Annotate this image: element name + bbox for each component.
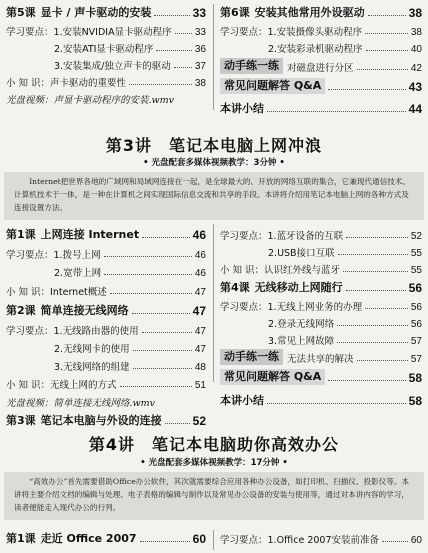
lesson-title: 走近 Office 2007 — [40, 532, 137, 545]
lesson-title: 安装其他常用外设驱动 — [254, 6, 365, 19]
toc-lesson-4[interactable] — [220, 279, 422, 295]
dot-leader — [357, 68, 408, 70]
page-number: 56 — [410, 302, 422, 313]
dot-leader — [382, 540, 408, 542]
page-number: 44 — [408, 102, 422, 116]
dot-leader — [142, 331, 192, 333]
page-number: 37 — [194, 61, 206, 72]
top-left-column — [6, 4, 206, 106]
lesson-title: 无线移动上网随行 — [254, 281, 343, 294]
page-number: 57 — [410, 336, 422, 347]
dot-leader — [346, 289, 406, 291]
section-3-intro: Internet把世界各地的广域网和局域网连接在一起，是全球最大的、开放的网络互联的集合，它兼现代通信技术、计算机技术于一体，是一种在计算机之间实现国际信息交流和共享的手段。本讲将介绍用笔记本电脑上网的各种方式及连接设置方法。 — [4, 172, 424, 220]
summary-label: 本讲小结 — [220, 102, 264, 115]
video-line — [6, 393, 206, 409]
practice-text: 对磁盘进行分区 — [287, 63, 354, 74]
page-number: 58 — [408, 394, 422, 408]
page-number: 47 — [194, 326, 206, 337]
dot-leader — [338, 253, 408, 255]
toc-lesson-1[interactable] — [6, 226, 206, 242]
lesson-label: 第3课 — [6, 414, 36, 427]
page-number: 60 — [192, 532, 206, 546]
dot-leader — [267, 110, 406, 112]
page-number: 40 — [410, 44, 422, 55]
toc-summary[interactable] — [220, 100, 422, 116]
video-line — [6, 90, 206, 106]
lesson-label: 第1课 — [6, 228, 36, 241]
toc-faq[interactable] — [220, 369, 422, 385]
dot-leader — [328, 379, 405, 381]
page-number: 52 — [410, 231, 422, 242]
page-number: 48 — [194, 362, 206, 373]
item-text: 2.宽带上网 — [54, 268, 102, 279]
section-3-subtitle: • 光盘配套多媒体视频教学：3分钟 • — [143, 158, 285, 168]
page-number: 47 — [194, 287, 206, 298]
item-label: 学习要点： — [220, 27, 268, 38]
dot-leader — [133, 367, 192, 369]
toc-item[interactable] — [6, 375, 206, 391]
toc-lesson-1[interactable] — [6, 530, 206, 546]
section-4-subtitle: • 光盘配套多媒体视频教学：17分钟 • — [140, 458, 288, 468]
item-text: 认识红外线与蓝牙 — [264, 265, 341, 276]
page-number: 46 — [192, 228, 206, 242]
toc-lesson-6[interactable] — [220, 4, 422, 20]
toc-lesson-2[interactable] — [6, 302, 206, 318]
item-text: 1.无线上网业务的办理 — [267, 302, 363, 313]
section-3-left-column — [6, 226, 206, 444]
item-text: 2.安装ATI显卡驱动程序 — [54, 44, 154, 55]
dot-leader — [142, 236, 190, 238]
lesson-title: 上网连接 Internet — [40, 228, 140, 241]
dot-leader — [368, 14, 406, 16]
lesson-title: 笔记本电脑与外设的连接 — [40, 414, 162, 427]
summary-label: 本讲小结 — [220, 394, 264, 407]
dot-leader — [328, 88, 405, 90]
toc-item[interactable] — [6, 56, 206, 72]
page-number: 33 — [192, 6, 206, 20]
page-number: 38 — [408, 6, 422, 20]
dot-leader — [365, 307, 408, 309]
page-number: 42 — [410, 63, 422, 74]
item-text: 无线上网的方式 — [50, 380, 117, 391]
video-text: 光盘视频：声显卡驱动程序的安装.wmv — [6, 95, 175, 106]
item-text: 1.安装NVIDIA显卡驱动程序 — [53, 27, 172, 38]
practice-label: 动手练一练 — [220, 349, 283, 365]
page-number: 38 — [410, 27, 422, 38]
dot-leader — [174, 66, 192, 68]
toc-item[interactable] — [220, 226, 422, 242]
toc-item[interactable] — [6, 263, 206, 279]
toc-item[interactable] — [220, 39, 422, 55]
dot-leader — [132, 312, 190, 314]
dot-leader — [140, 540, 190, 542]
toc-lesson-5[interactable] — [6, 4, 206, 20]
dot-leader — [346, 236, 408, 238]
toc-item[interactable] — [6, 339, 206, 355]
page-number: 33 — [194, 27, 206, 38]
toc-item[interactable] — [220, 243, 422, 259]
item-label: 小 知 识： — [6, 287, 51, 298]
column-divider — [213, 530, 214, 550]
item-label: 学习要点： — [220, 535, 268, 546]
toc-item[interactable] — [6, 22, 206, 38]
item-text: 2.登录无线网络 — [268, 319, 335, 330]
item-text: 声卡驱动的重要性 — [50, 78, 127, 89]
page-number: 47 — [192, 304, 206, 318]
page-number: 55 — [410, 265, 422, 276]
toc-item[interactable] — [6, 73, 206, 89]
item-label: 小 知 识： — [6, 380, 51, 391]
dot-leader — [154, 14, 189, 16]
toc-item[interactable] — [6, 321, 206, 337]
item-text: 1.蓝牙设备的互联 — [267, 231, 344, 242]
dot-leader — [129, 83, 192, 85]
item-text: 1.安装摄像头驱动程序 — [267, 27, 363, 38]
lesson-label: 第6课 — [220, 6, 250, 19]
item-label: 学习要点： — [6, 250, 54, 261]
toc-practice[interactable] — [220, 349, 422, 365]
item-text: 1.Office 2007安装前准备 — [267, 535, 380, 546]
page-number: 56 — [410, 319, 422, 330]
lesson-label: 第1课 — [6, 532, 36, 545]
toc-item[interactable] — [220, 260, 422, 276]
lesson-label: 第5课 — [6, 6, 36, 19]
dot-leader — [365, 32, 408, 34]
toc-item[interactable] — [6, 357, 206, 373]
section-3-title: 第3讲 笔记本电脑上网冲浪 — [105, 136, 323, 155]
dot-leader — [165, 422, 190, 424]
item-text: Internet概述 — [50, 287, 107, 298]
item-label: 学习要点： — [220, 302, 268, 313]
lesson-title: 显卡 / 声卡驱动的安装 — [40, 6, 152, 19]
page-number: 46 — [194, 268, 206, 279]
dot-leader — [366, 49, 408, 51]
page-number: 46 — [194, 250, 206, 261]
section-3-right-column — [220, 226, 422, 386]
toc-item[interactable] — [6, 245, 206, 261]
dot-leader — [120, 385, 192, 387]
dot-leader — [133, 349, 192, 351]
dot-leader — [110, 292, 192, 294]
section-4-right-column — [220, 530, 422, 548]
top-right-column — [220, 4, 422, 114]
page-number: 56 — [408, 281, 422, 295]
item-text: 2.无线网卡的使用 — [54, 344, 130, 355]
dot-leader — [104, 273, 192, 275]
page-number: 43 — [408, 80, 422, 94]
toc-item[interactable] — [220, 297, 422, 313]
item-label: 学习要点： — [6, 326, 54, 337]
item-label: 小 知 识： — [6, 78, 51, 89]
toc-item[interactable] — [220, 331, 422, 347]
item-label: 学习要点： — [6, 27, 54, 38]
video-text: 光盘视频：简单连接无线网络.wmv — [6, 398, 156, 409]
dot-leader — [337, 324, 408, 326]
dot-leader — [175, 32, 192, 34]
page-number: 52 — [192, 414, 206, 428]
section-4-left-column — [6, 530, 206, 548]
item-text: 3.无线网络的组建 — [54, 362, 130, 373]
item-label: 小 知 识： — [220, 265, 265, 276]
lesson-label: 第2课 — [6, 304, 36, 317]
dot-leader — [156, 49, 191, 51]
item-text: 2.USB接口互联 — [268, 248, 335, 259]
item-text: 3.安装集成/独立声卡的驱动 — [54, 61, 171, 72]
faq-label: 常见问题解答 Q&A — [220, 78, 325, 94]
toc-item[interactable] — [6, 39, 206, 55]
item-text: 1.无线路由器的使用 — [53, 326, 139, 337]
page-number: 51 — [194, 380, 206, 391]
page-number: 38 — [194, 78, 206, 89]
section-4-title: 第4讲 笔记本电脑助你高效办公 — [88, 435, 340, 454]
toc-faq[interactable] — [220, 78, 422, 94]
dot-leader — [104, 255, 192, 257]
toc-lesson-3[interactable] — [6, 412, 206, 428]
column-divider — [213, 4, 214, 110]
toc-practice[interactable] — [220, 58, 422, 74]
practice-text: 无法共享的解决 — [287, 354, 354, 365]
item-label: 学习要点： — [220, 231, 268, 242]
lesson-label: 第4课 — [220, 281, 250, 294]
item-text: 2.安装彩录机驱动程序 — [268, 44, 363, 55]
page-number: 57 — [410, 354, 422, 365]
page-number: 58 — [408, 371, 422, 385]
item-text: 3.常见上网故障 — [268, 336, 335, 347]
section-3-right-summary — [220, 392, 422, 410]
faq-label: 常见问题解答 Q&A — [220, 369, 325, 385]
dot-leader — [267, 402, 406, 404]
practice-label: 动手练一练 — [220, 58, 283, 74]
section-4-intro: “高效办公”首先需要借助Office办公软件，其次就需要综合应用各种办公设备，如打印机、扫描仪、投影仪等。本讲将主要介绍文档的编辑与处理、电子表格的编辑与制作以及常见办公设备的安装与使用等，通过对本讲内容的学习，读者便能走入现代办公的行列。 — [4, 472, 424, 520]
toc-item[interactable] — [220, 22, 422, 38]
toc-item[interactable] — [220, 530, 422, 546]
page-number: 55 — [410, 248, 422, 259]
page-number: 36 — [194, 44, 206, 55]
lesson-title: 简单连接无线网络 — [40, 304, 129, 317]
item-text: 1.拨号上网 — [53, 250, 101, 261]
page-number: 60 — [410, 535, 422, 546]
toc-summary[interactable] — [220, 392, 422, 408]
dot-leader — [337, 341, 408, 343]
toc-item[interactable] — [6, 282, 206, 298]
dot-leader — [343, 270, 408, 272]
page-number: 47 — [194, 344, 206, 355]
toc-item[interactable] — [220, 314, 422, 330]
column-divider — [213, 224, 214, 382]
dot-leader — [357, 359, 408, 361]
